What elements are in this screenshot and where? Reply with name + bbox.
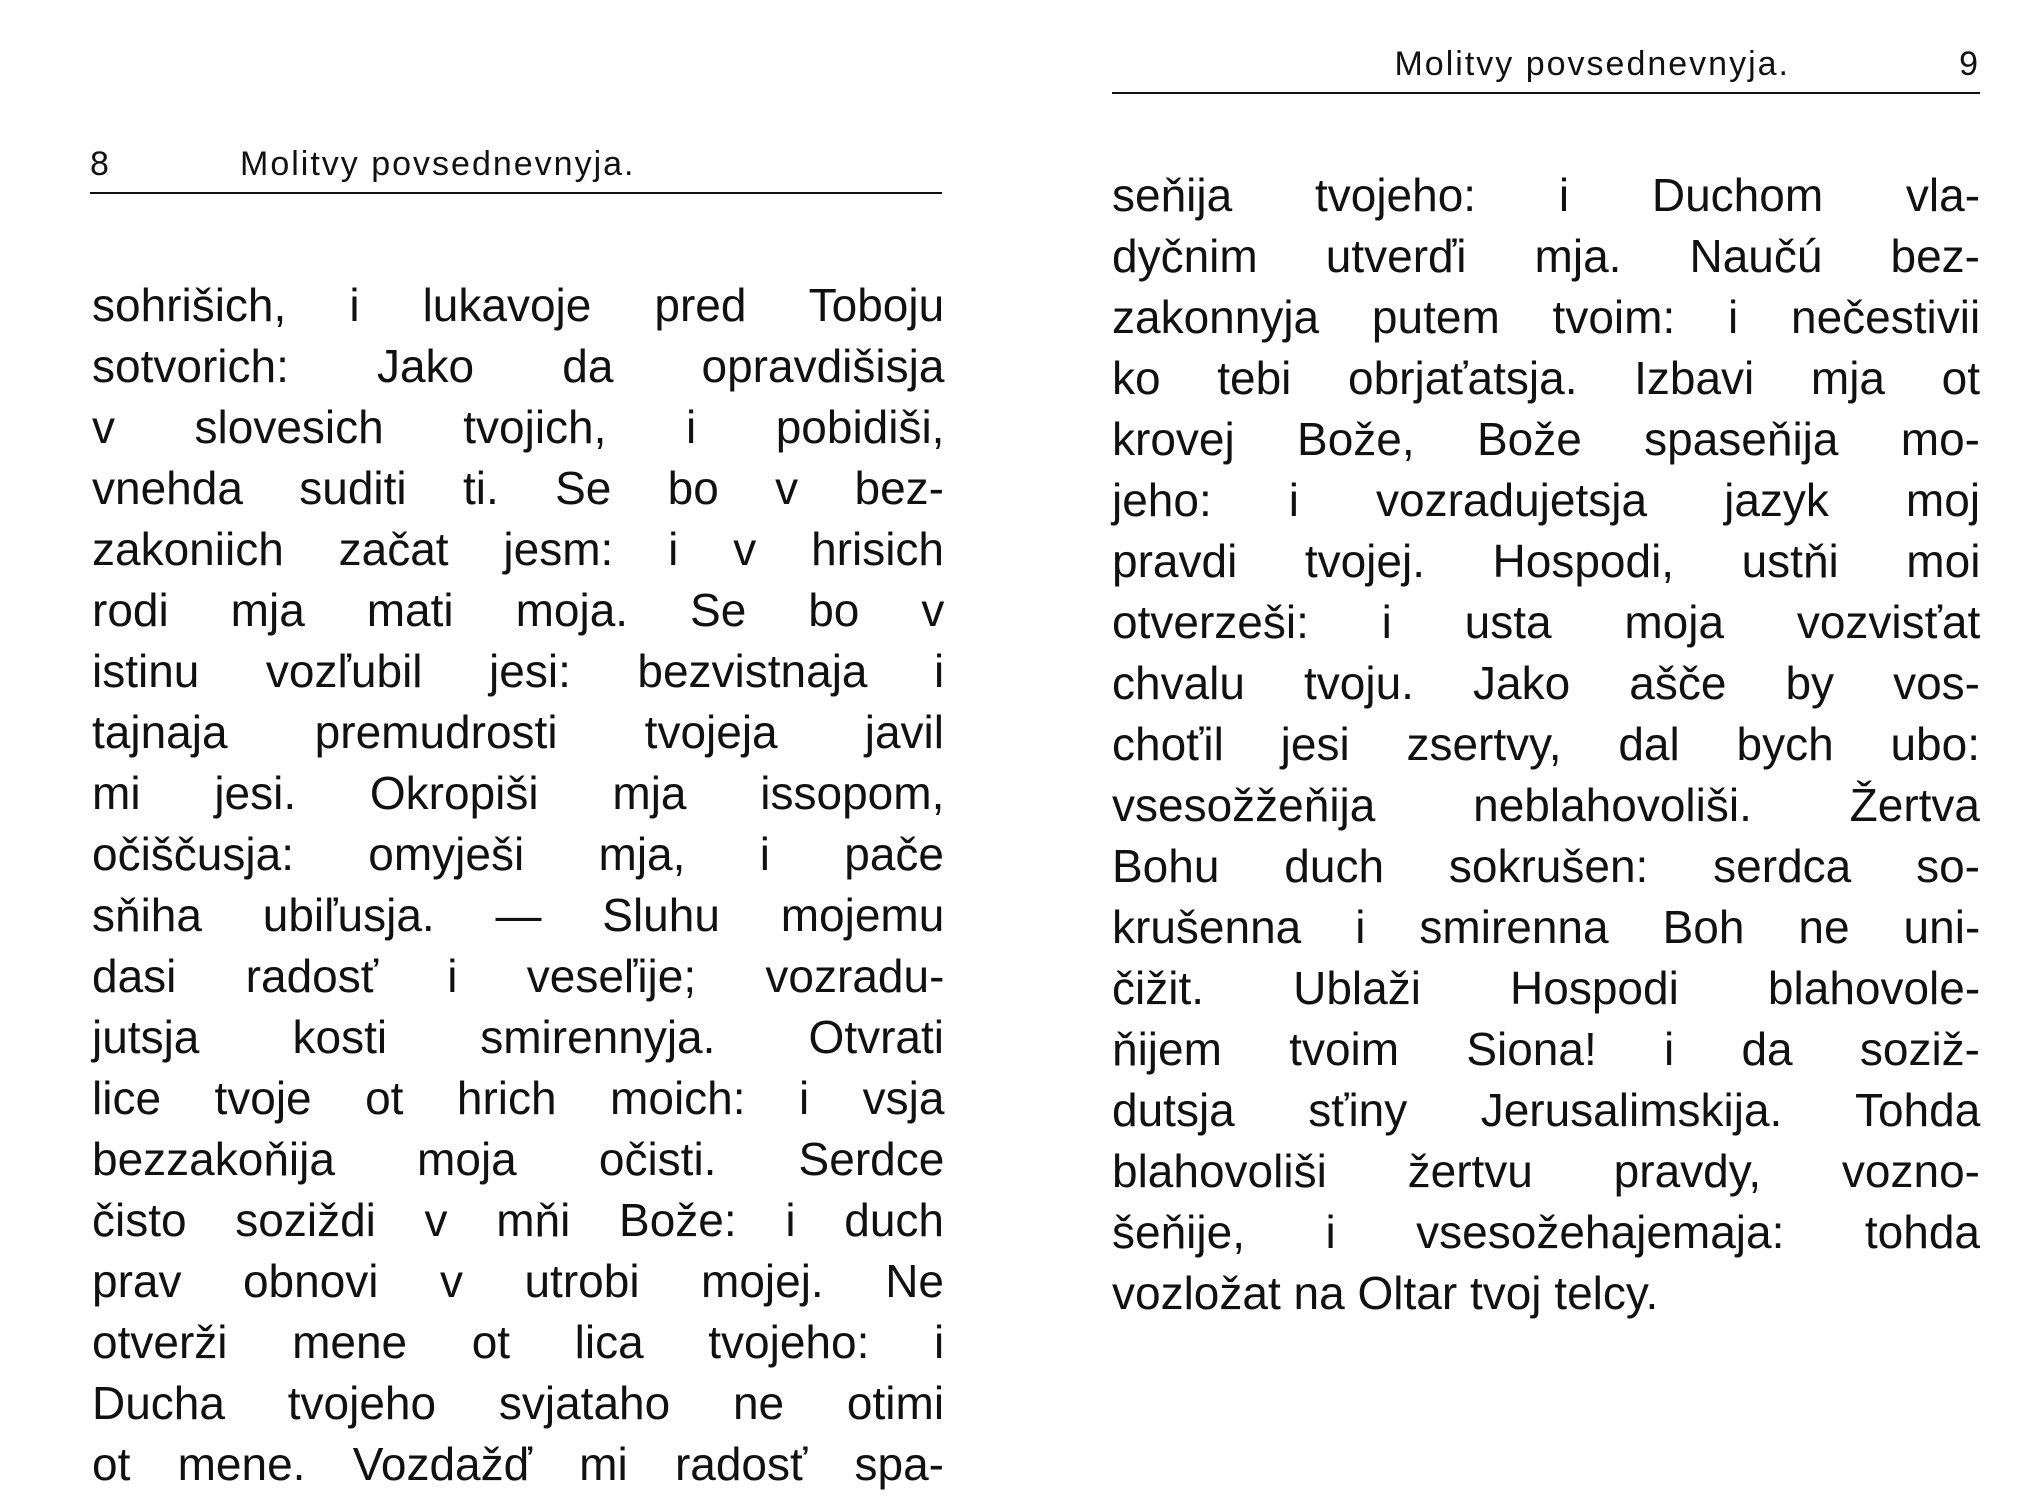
text-line: zakonnyja putem tvoim: i nečestivii [1112,291,1981,343]
text-line: očiščusja: omyješi mja, i pače [92,828,944,880]
text-line: ot mene. Vozdažď mi radosť spa- [92,1438,944,1490]
text-line: sohrišich, i lukavoje pred Toboju [92,279,945,331]
text-line: blahovoliši žertvu pravdy, vozno- [1112,1145,1980,1197]
text-line: šeňije, i vsesožehajemaja: tohda [1112,1206,1980,1258]
text-line: prav obnovi v utrobi mojej. Ne [92,1255,944,1307]
text-line: lice tvoje ot hrich moich: i vsja [92,1072,945,1124]
text-line: jeho: i vozradujetsja jazyk moj [1112,474,1981,526]
text-line: dutsja sťiny Jerusalimskija. Tohda [1112,1084,1981,1136]
text-line: Bohu duch sokrušen: serdca so- [1112,840,1980,892]
text-line: pravdi tvojej. Hospodi, ustňi moi [1112,535,1981,587]
text-line: čisto soziždi v mňi Bože: i duch [92,1194,944,1246]
text-line: otverži mene ot lica tvojeho: i [92,1316,945,1368]
left-body-text [92,275,944,1495]
text-line: vsesožžeňija neblahovoliši. Žertva [1112,779,1981,831]
text-line: dyčnim utverďi mja. Naučú bez- [1112,230,1980,282]
text-line: krovej Bože, Bože spaseňija mo- [1112,413,1980,465]
text-line: krušenna i smirenna Boh ne uni- [1112,901,1981,953]
text-line: sotvorich: Jako da opravdišisja [92,340,945,392]
text-line: čižit. Ublaži Hospodi blahovole- [1112,962,1981,1014]
text-line: istinu vozľubil jesi: bezvistnaja i [92,645,945,697]
text-line: tajnaja premudrosti tvojeja javil [92,706,944,758]
text-line: ko tebi obrjaťatsja. Izbavi mja ot [1112,352,1980,404]
text-line: Ducha tvojeho svjataho ne otimi [92,1377,945,1429]
text-line: dasi radosť i veseľije; vozradu- [92,950,945,1002]
text-line: sňiha ubiľusja. — Sluhu mojemu [92,889,945,941]
text-line: ňijem tvoim Siona! i da soziž- [1112,1023,1980,1075]
text-line: mi jesi. Okropiši mja issopom, [92,767,945,819]
left-running-head [90,120,942,194]
right-running-head [1112,20,1980,94]
right-page [1020,0,2040,1500]
right-body-text [1112,165,1980,1324]
text-line: seňija tvojeho: i Duchom vla- [1112,169,1981,221]
left-page-number: 8 [90,145,111,183]
text-line: zakoniich začat jesm: i v hrisich [92,523,944,575]
right-running-title: Molitvy povsednevnyja. [1394,45,1790,83]
text-line: vnehda suditi ti. Se bo v bez- [92,462,944,514]
text-line: v slovesich tvojich, i pobidiši, [92,401,945,453]
text-line: otverzeši: i usta moja vozvisťat [1112,596,1981,648]
left-running-title: Molitvy povsednevnyja. [240,145,636,183]
text-line: chvalu tvoju. Jako ašče by vos- [1112,657,1980,709]
right-page-number: 9 [1959,45,1980,83]
text-line: choťil jesi zsertvy, dal bych ubo: [1112,718,1980,770]
text-line: bezzakoňija moja očisti. Serdce [92,1133,945,1185]
text-line: rodi mja mati moja. Se bo v [92,584,945,636]
text-line: vozložat na Oltar tvoj telcy. [1112,1267,1659,1319]
text-line: jutsja kosti smirennyja. Otvrati [92,1011,944,1063]
